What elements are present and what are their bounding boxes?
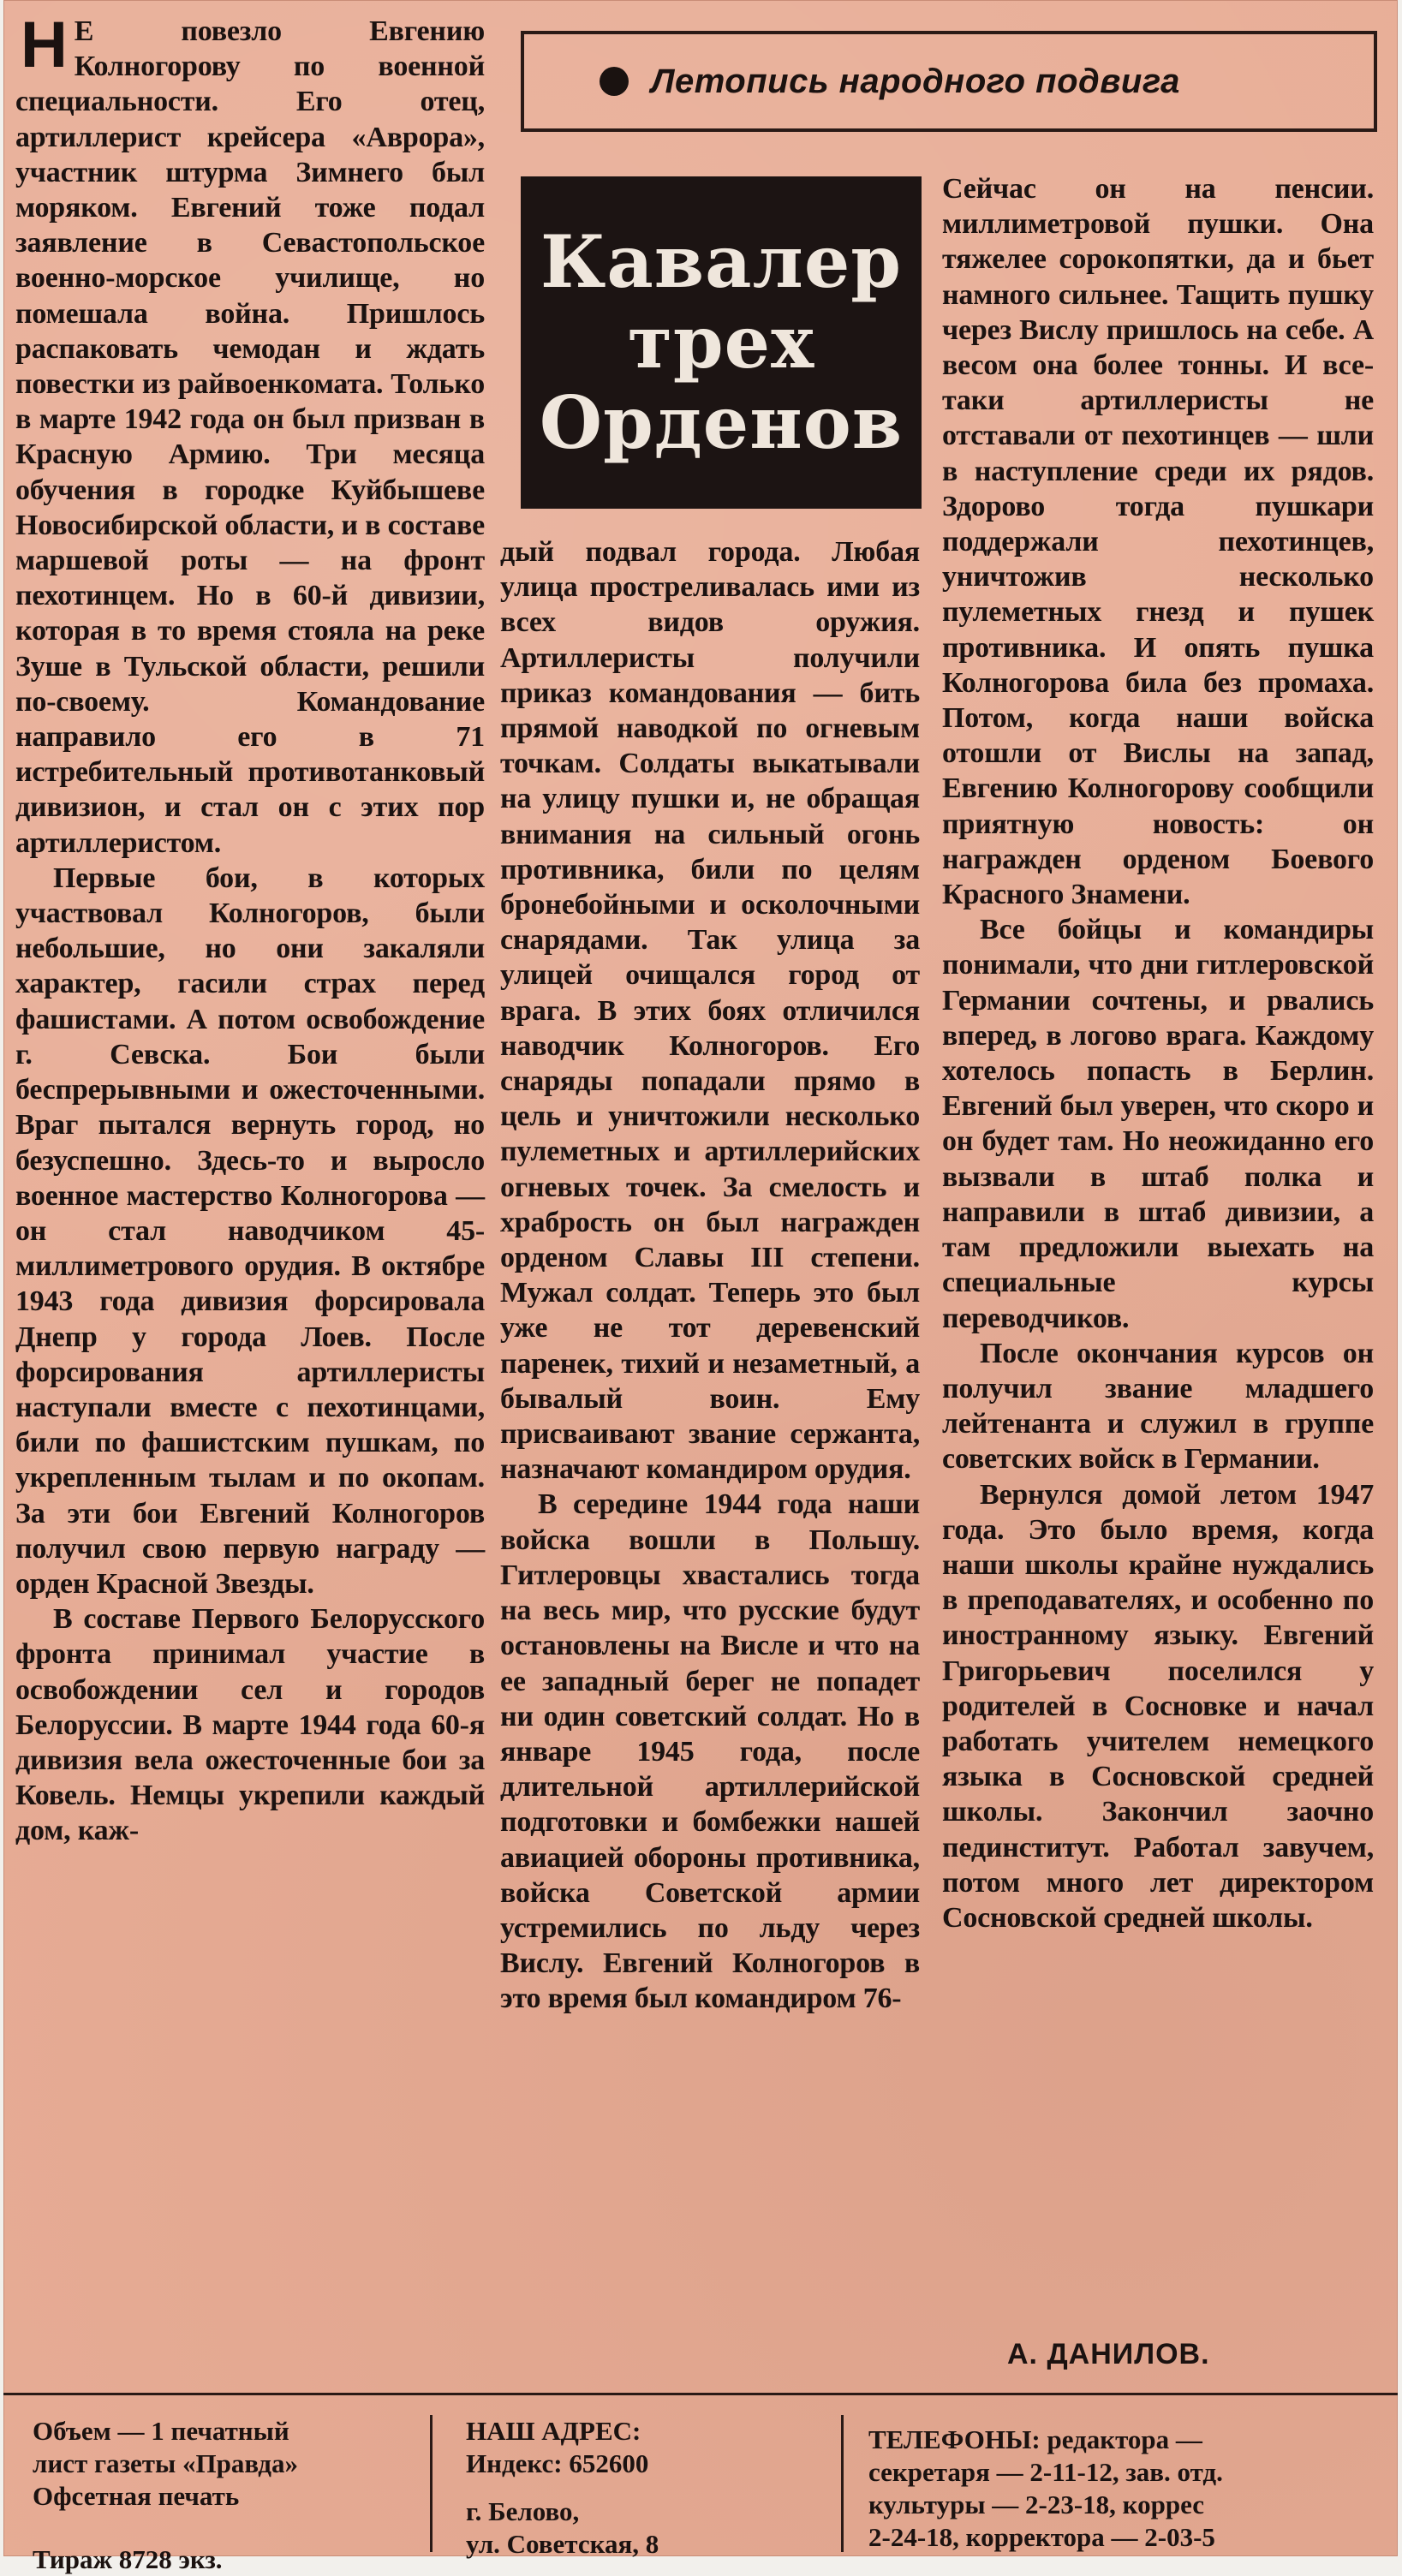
paragraph: Н Е повезло Евгению Колногорову по военной специальности. Его отец, артиллерист крейсера «Аврора», участник штурма Зимнего был моряком. Евгений тоже подал заявление в Севастопольское военно-морское училище, но помешала война. Пришлось распаковать чемодан и ждать повестки из райвоенкомата. Только в марте 1942 года он был призван в Красную Армию. Три месяца обучения в городке Куйбышеве Новосибирской области, и в составе маршевой роты — на фронт пехотинцем. Но в 60-й дивизии, которая в то время стояла на реке Зуше в Тульской области, решили по-своему. Командование направило его в 71 истребительный противотанковый дивизион, и стал он с этих пор артиллеристом. [15, 9, 485, 859]
paragraph: Все бойцы и командиры понимали, что дни гитлеровской Германии сочтены, и рвались вперед, в логово врага. Каждому хотелось попасть в Берлин. Евгений был уверен, что скоро и он будет там. Но неожиданно его вызвали в штаб полка и направили в штаб дивизии, а там предложили выехать на специальные курсы переводчиков. [942, 914, 1374, 1334]
footer-divider [430, 2415, 433, 2552]
article-column-2 [500, 534, 920, 2017]
article-title-block [521, 176, 922, 509]
article-title-line-1: Кавалер [540, 219, 903, 304]
article-title-line-2: трех [627, 300, 815, 385]
article-column-1 [15, 9, 485, 1849]
article-title-line-3: Орденов [539, 380, 904, 465]
imprint-volume: Объем — 1 печатный лист газеты «Правда» Офсетная печать Тираж 8728 экз. [33, 2416, 298, 2574]
article-column-3 [942, 171, 1374, 1935]
paragraph: В составе Первого Белорусского фронта принимал участие в освобождении сел и городов Белоруссии. В марте 1944 года 60-я дивизия вела ожесточенные бои за Ковель. Немцы укрепили каждый дом, каж- [15, 1603, 485, 1847]
paragraph: После окончания курсов он получил звание младшего лейтенанта и служил в группе советских войск в Германии. [942, 1337, 1374, 1476]
footer-rule [3, 2393, 1398, 2395]
newspaper-clipping [3, 0, 1398, 2574]
section-header: Летопись народного подвига [651, 62, 1180, 100]
paragraph: Первые бои, в которых участвовал Колногоров, были небольшие, но они закаляли характер, гасили страх перед фашистами. А потом освобождение г. Севска. Бои были беспрерывными и ожесточенными. Враг пытался вернуть город, но безуспешно. Здесь-то и выросло военное мастерство Колногорова — он стал наводчиком 45-миллиметрового орудия. В октябре 1943 года дивизия форсировала Днепр у города Лоев. После форсирования артиллеристы наступали вместе с пехотинцами, били по фашистским пушкам, по укрепленным тылам и по окопам. За эти бои Евгений Колногоров получил свою первую награду — орден Красной Звезды. [15, 862, 485, 1600]
imprint-address: НАШ АДРЕС: Индекс: 652600 г. Белово, ул. Советская, 8 [466, 2416, 659, 2559]
imprint-phones: ТЕЛЕФОНЫ: редактора — секретаря — 2-11-12, зав. отд. культуры — 2-23-18, коррес 2-24-18, корректора — 2-03-5 [868, 2424, 1223, 2552]
author-signature: А. ДАНИЛОВ. [1007, 2338, 1210, 2370]
paragraph: дый подвал города. Любая улица простреливалась ими из всех видов оружия. Артиллеристы получили приказ командования — бить прямой наводкой по огневым точкам. Солдаты выкатывали на улицу пушки и, не обращая внимания на сильный огонь противника, били по целям бронебойными и осколочными снарядами. Так улица за улицей очищался город от врага. В этих боях отличился наводчик Колногоров. Его снаряды попадали прямо в цель и уничтожили несколько пулеметных и артиллерийских огневых точек. За смелость и храбрость он был награжден орденом Славы III степени. Мужал солдат. Теперь это был уже не тот деревенский паренек, тихий и незаметный, а бывалый воин. Ему присваивают звание сержанта, назначают командиром орудия. [500, 536, 920, 1486]
paragraph: В середине 1944 года наши войска вошли в Польшу. Гитлеровцы хвастались тогда на весь мир, что русские будут остановлены на Висле и что на ее западный берег не попадет ни один советский солдат. Но в январе 1945 года, после длительной артиллерийской подготовки и бомбежки нашей авиацией обороны противника, войска Советской армии устремились по льду через Вислу. Евгений Колногоров в это время был командиром 76- [500, 1488, 920, 2015]
footer-divider [841, 2415, 844, 2552]
drop-cap: Н [21, 9, 68, 81]
paragraph: Сейчас он на пенсии. миллиметровой пушки. Она тяжелее сорокопятки, да и бьет намного сильнее. Тащить пушку через Вислу пришлось на себе. А весом она более тонны. И все-таки артиллеристы не отставали от пехотинцев — шли в наступление среди их рядов. Здорово тогда пушкари поддержали пехотинцев, уничтожив несколько пулеметных гнезд и пушек противника. И опять пушка Колногорова била без промаха. Потом, когда наши войска отошли от Вислы на запад, Евгению Колногорову сообщили приятную новость: он награжден орденом Боевого Красного Знамени. [942, 173, 1374, 911]
bullet-icon [600, 67, 629, 96]
paragraph: Вернулся домой летом 1947 года. Это было время, когда наши школы крайне нуждались в преподавателях, и особенно по иностранному языку. Евгений Григорьевич поселился у родителей в Сосновке и начал работать учителем немецкого языка в Сосновской средней школы. Закончил заочно пединститут. Работал завучем, потом много лет директором Сосновской средней школы. [942, 1478, 1374, 1934]
section-header-box [521, 31, 1377, 132]
